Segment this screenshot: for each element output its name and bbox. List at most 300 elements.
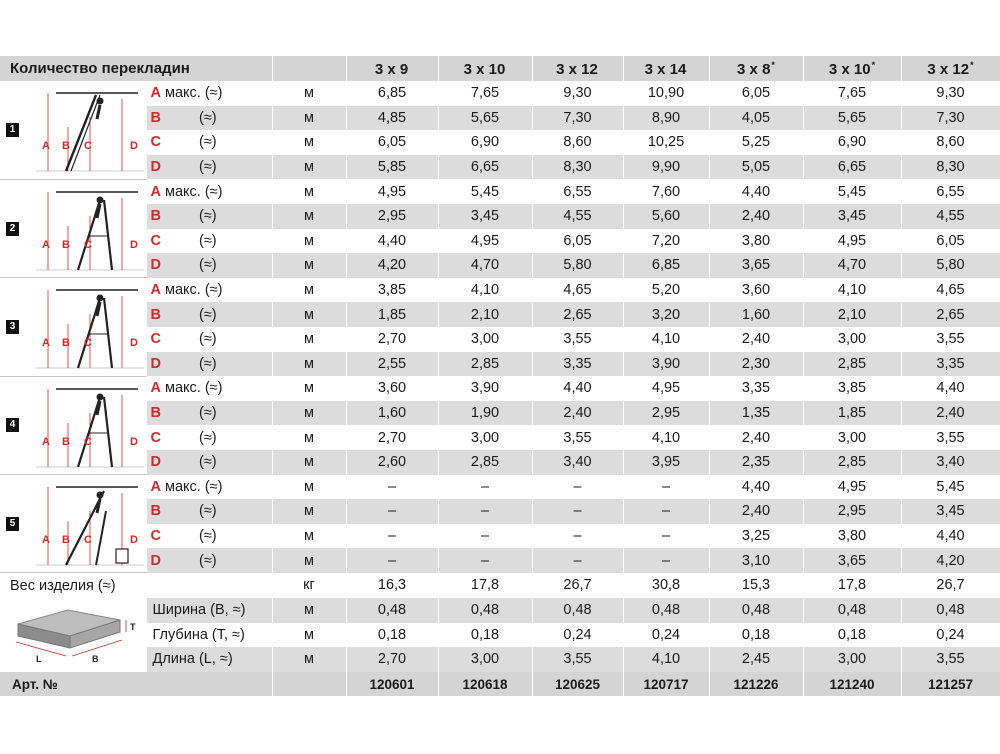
value-cell: 4,20	[901, 548, 1000, 573]
value-cell: 16,3	[346, 573, 438, 598]
config-1-row-b	[0, 106, 1000, 131]
value-cell: –	[532, 524, 623, 549]
article-number: 120717	[623, 672, 709, 697]
value-cell: 4,65	[532, 278, 623, 303]
config-3-row-c	[0, 327, 1000, 352]
value-cell: 6,90	[803, 130, 901, 155]
value-cell: 4,70	[438, 253, 532, 278]
value-cell: 8,60	[532, 130, 623, 155]
dimension-letter: A	[150, 380, 161, 397]
config-figure	[0, 475, 146, 573]
article-number: 121240	[803, 672, 901, 697]
config-3-row-b	[0, 302, 1000, 327]
unit-cell: м	[272, 278, 346, 303]
ladder-rail	[71, 95, 100, 171]
value-cell: 3,00	[803, 647, 901, 672]
row-label	[146, 352, 272, 377]
value-cell: 2,40	[532, 401, 623, 426]
unit-cell: м	[272, 204, 346, 229]
value-cell: 3,80	[803, 524, 901, 549]
unit-cell: м	[272, 106, 346, 131]
value-cell: 17,8	[803, 573, 901, 598]
unit-cell: м	[272, 647, 346, 672]
value-cell: 4,10	[623, 425, 709, 450]
value-cell: –	[346, 499, 438, 524]
ladder-diagram	[26, 481, 146, 569]
dimension-letter: C	[150, 232, 161, 249]
row-suffix: макс. (≈)	[164, 282, 223, 299]
value-cell: 6,05	[532, 229, 623, 254]
length-letter: L	[36, 653, 42, 664]
value-cell: 5,65	[438, 106, 532, 131]
value-cell: 3,25	[709, 524, 803, 549]
value-cell: –	[438, 499, 532, 524]
value-cell: 0,18	[346, 623, 438, 648]
value-cell: 5,20	[623, 278, 709, 303]
value-cell: 3,45	[901, 499, 1000, 524]
config-4-row-d	[0, 450, 1000, 475]
value-cell: –	[438, 548, 532, 573]
dimension-letter: D	[150, 454, 161, 471]
dimension-letter: B	[150, 306, 161, 323]
unit-cell: кг	[272, 573, 346, 598]
value-cell: 0,18	[803, 623, 901, 648]
row-suffix: (≈)	[198, 134, 217, 151]
value-cell: 6,05	[901, 229, 1000, 254]
dimension-letter: B	[150, 405, 161, 422]
config-figure	[0, 278, 146, 376]
dimension-letter: C	[150, 527, 161, 544]
row-suffix: макс. (≈)	[164, 478, 223, 495]
value-cell: 7,65	[803, 81, 901, 106]
value-cell: 0,24	[623, 623, 709, 648]
dimension-letter: D	[150, 552, 161, 569]
row-label	[146, 548, 272, 573]
unit-cell: м	[272, 376, 346, 401]
ladder-rail	[78, 200, 100, 270]
dimension-label-c: C	[84, 140, 92, 152]
row-suffix: (≈)	[198, 552, 217, 569]
value-cell: 2,65	[901, 302, 1000, 327]
person-head	[97, 393, 104, 400]
value-cell: 0,48	[901, 598, 1000, 623]
value-cell: 5,25	[709, 130, 803, 155]
value-cell: 4,40	[709, 475, 803, 500]
depth-letter: T	[130, 621, 136, 632]
package-box-diagram	[8, 602, 144, 666]
row-label	[146, 302, 272, 327]
value-cell: 8,60	[901, 130, 1000, 155]
value-cell: 3,90	[623, 352, 709, 377]
value-cell: 2,60	[346, 450, 438, 475]
config-2-row-a	[0, 179, 1000, 204]
value-cell: 0,48	[532, 598, 623, 623]
dimension-label-d: D	[130, 337, 138, 350]
row-suffix: (≈)	[198, 331, 217, 348]
unit-cell: м	[272, 302, 346, 327]
dimension-label-d: D	[130, 435, 138, 448]
value-cell: 3,20	[623, 302, 709, 327]
row-suffix: (≈)	[198, 232, 217, 249]
value-cell: 4,55	[901, 204, 1000, 229]
article-number: 120618	[438, 672, 532, 697]
value-cell: 2,10	[438, 302, 532, 327]
person-body	[97, 499, 100, 513]
dimension-label-b: B	[62, 238, 70, 251]
value-cell: 10,90	[623, 81, 709, 106]
value-cell: 0,48	[438, 598, 532, 623]
value-cell: 0,48	[803, 598, 901, 623]
value-cell: –	[623, 524, 709, 549]
value-cell: 5,45	[803, 179, 901, 204]
value-cell: 3,65	[803, 548, 901, 573]
config-4-row-c	[0, 425, 1000, 450]
unit-cell: м	[272, 229, 346, 254]
row-suffix: (≈)	[198, 527, 217, 544]
value-cell: 4,65	[901, 278, 1000, 303]
ladder-rail	[104, 298, 112, 368]
article-number: 121226	[709, 672, 803, 697]
value-cell: 4,95	[623, 376, 709, 401]
value-cell: –	[438, 475, 532, 500]
row-label	[146, 376, 272, 401]
value-cell: 7,65	[438, 81, 532, 106]
value-cell: 2,85	[803, 352, 901, 377]
value-cell: 3,35	[709, 376, 803, 401]
value-cell: 3,00	[438, 647, 532, 672]
dimension-letter: A	[150, 85, 161, 102]
header-row	[0, 56, 1000, 81]
value-cell: 1,85	[803, 401, 901, 426]
value-cell: 6,65	[803, 155, 901, 180]
unit-cell: м	[272, 130, 346, 155]
support-box	[116, 549, 128, 563]
value-cell: 6,55	[901, 179, 1000, 204]
dimension-letter: B	[150, 109, 161, 126]
value-cell: –	[623, 548, 709, 573]
config-1-row-a	[0, 81, 1000, 106]
col-header: 3 x 9	[346, 56, 438, 81]
row-label	[146, 229, 272, 254]
person-head	[97, 295, 104, 302]
row-label	[146, 499, 272, 524]
unit-cell: м	[272, 598, 346, 623]
value-cell: 2,70	[346, 327, 438, 352]
config-figure	[0, 81, 146, 179]
value-cell: 10,25	[623, 130, 709, 155]
dimension-label-c: C	[84, 238, 92, 251]
value-cell: 2,30	[709, 352, 803, 377]
row-label	[146, 278, 272, 303]
unit-cell: м	[272, 499, 346, 524]
dimension-label-b: B	[62, 534, 70, 546]
value-cell: 0,48	[709, 598, 803, 623]
row-label	[146, 253, 272, 278]
config-number-badge: 5	[6, 517, 19, 531]
ladder-rail	[78, 397, 100, 467]
value-cell: –	[346, 524, 438, 549]
unit-cell: м	[272, 450, 346, 475]
value-cell: 2,55	[346, 352, 438, 377]
value-cell: 2,45	[709, 647, 803, 672]
ladder-rail	[104, 397, 112, 467]
value-cell: 15,3	[709, 573, 803, 598]
ladder-diagram	[26, 383, 146, 471]
config-2-row-b	[0, 204, 1000, 229]
value-cell: 2,40	[709, 425, 803, 450]
value-cell: –	[623, 499, 709, 524]
dimension-label-a: A	[42, 140, 50, 152]
value-cell: 4,70	[803, 253, 901, 278]
value-cell: 4,20	[346, 253, 438, 278]
row-suffix: (≈)	[198, 405, 217, 422]
value-cell: 3,55	[901, 647, 1000, 672]
config-number-badge: 3	[6, 320, 19, 334]
value-cell: 3,10	[709, 548, 803, 573]
value-cell: 3,55	[901, 425, 1000, 450]
config-figure	[0, 376, 146, 474]
ladder-diagram	[26, 87, 146, 175]
value-cell: 2,95	[346, 204, 438, 229]
dimension-label: Глубина (T, ≈)	[146, 623, 272, 648]
value-cell: 2,70	[346, 425, 438, 450]
unit-cell: м	[272, 155, 346, 180]
unit-cell: м	[272, 81, 346, 106]
col-header: 3 x 12	[532, 56, 623, 81]
dimension-letter: C	[150, 429, 161, 446]
row-suffix: макс. (≈)	[164, 85, 223, 102]
value-cell: 4,40	[901, 524, 1000, 549]
row-suffix: (≈)	[198, 257, 217, 274]
unit-cell: м	[272, 623, 346, 648]
value-cell: 4,40	[901, 376, 1000, 401]
value-cell: 4,10	[438, 278, 532, 303]
value-cell: 2,40	[709, 204, 803, 229]
unit-cell: м	[272, 524, 346, 549]
value-cell: 3,40	[901, 450, 1000, 475]
value-cell: 6,90	[438, 130, 532, 155]
row-suffix: (≈)	[198, 454, 217, 471]
value-cell: 17,8	[438, 573, 532, 598]
value-cell: 0,48	[346, 598, 438, 623]
ladder-rail	[66, 95, 96, 171]
value-cell: 3,80	[709, 229, 803, 254]
person-head	[97, 196, 104, 203]
value-cell: 4,95	[803, 475, 901, 500]
config-5-row-b	[0, 499, 1000, 524]
row-label	[146, 401, 272, 426]
ladder-rail	[78, 298, 100, 368]
value-cell: 9,90	[623, 155, 709, 180]
value-cell: 2,85	[803, 450, 901, 475]
col-header: 3 x 10*	[803, 56, 901, 81]
value-cell: 5,60	[623, 204, 709, 229]
row-suffix: (≈)	[198, 208, 217, 225]
value-cell: 3,90	[438, 376, 532, 401]
ladder-diagram	[26, 186, 146, 274]
value-cell: 6,85	[346, 81, 438, 106]
row-label	[146, 327, 272, 352]
unit-cell: м	[272, 401, 346, 426]
value-cell: 5,85	[346, 155, 438, 180]
value-cell: –	[346, 548, 438, 573]
value-cell: 3,00	[438, 425, 532, 450]
row-label	[146, 106, 272, 131]
value-cell: 4,10	[623, 647, 709, 672]
spec-table	[0, 56, 1000, 696]
value-cell: 2,10	[803, 302, 901, 327]
value-cell: –	[532, 548, 623, 573]
dimension-letter: D	[150, 159, 161, 176]
article-row	[0, 672, 1000, 697]
value-cell: 0,48	[623, 598, 709, 623]
value-cell: 2,35	[709, 450, 803, 475]
col-header: 3 x 8*	[709, 56, 803, 81]
value-cell: 7,30	[532, 106, 623, 131]
value-cell: 3,00	[803, 425, 901, 450]
dimension-label-a: A	[42, 534, 50, 546]
ladder-diagram	[26, 284, 146, 372]
unit-cell: м	[272, 475, 346, 500]
dimension-letter: C	[150, 331, 161, 348]
article-number: 120625	[532, 672, 623, 697]
value-cell: 6,05	[709, 81, 803, 106]
value-cell: 0,18	[709, 623, 803, 648]
row-label	[146, 204, 272, 229]
weight-row	[0, 573, 1000, 598]
value-cell: 6,65	[438, 155, 532, 180]
value-cell: 3,60	[709, 278, 803, 303]
value-cell: 5,45	[901, 475, 1000, 500]
value-cell: 0,24	[901, 623, 1000, 648]
value-cell: 4,10	[623, 327, 709, 352]
dimension-label-b: B	[62, 140, 70, 152]
value-cell: –	[438, 524, 532, 549]
value-cell: 3,85	[803, 376, 901, 401]
dimension-letter: B	[150, 503, 161, 520]
value-cell: 2,65	[532, 302, 623, 327]
value-cell: 1,90	[438, 401, 532, 426]
person-head	[97, 492, 104, 499]
ladder-rail	[96, 511, 106, 565]
value-cell: –	[346, 475, 438, 500]
row-label	[146, 475, 272, 500]
value-cell: 3,85	[346, 278, 438, 303]
value-cell: 5,65	[803, 106, 901, 131]
value-cell: 2,40	[709, 499, 803, 524]
article-number: 120601	[346, 672, 438, 697]
config-figure	[0, 179, 146, 277]
dimension-row	[0, 598, 1000, 623]
dimension-row	[0, 623, 1000, 648]
value-cell: 5,80	[901, 253, 1000, 278]
row-suffix: (≈)	[198, 306, 217, 323]
col-header: 3 x 14	[623, 56, 709, 81]
config-4-row-b	[0, 401, 1000, 426]
value-cell: 3,95	[623, 450, 709, 475]
unit-cell: м	[272, 425, 346, 450]
value-cell: 5,80	[532, 253, 623, 278]
config-1-row-d	[0, 155, 1000, 180]
unit-cell: м	[272, 327, 346, 352]
dimension-row	[0, 647, 1000, 672]
row-label	[146, 524, 272, 549]
row-label	[146, 179, 272, 204]
value-cell: 8,90	[623, 106, 709, 131]
value-cell: 4,95	[803, 229, 901, 254]
config-5-row-d	[0, 548, 1000, 573]
value-cell: –	[532, 475, 623, 500]
row-label	[146, 130, 272, 155]
value-cell: 6,85	[623, 253, 709, 278]
dimension-label-c: C	[84, 534, 92, 546]
config-3-row-d	[0, 352, 1000, 377]
value-cell: 4,40	[346, 229, 438, 254]
unit-cell: м	[272, 179, 346, 204]
dimension-label: Ширина (B, ≈)	[146, 598, 272, 623]
config-number-badge: 4	[6, 418, 19, 432]
value-cell: 3,60	[346, 376, 438, 401]
value-cell: 7,20	[623, 229, 709, 254]
config-2-row-d	[0, 253, 1000, 278]
dimension-label-a: A	[42, 238, 50, 251]
value-cell: 3,35	[532, 352, 623, 377]
value-cell: 4,40	[709, 179, 803, 204]
value-cell: 3,55	[532, 327, 623, 352]
weight-label: Вес изделия (≈)	[0, 573, 272, 598]
value-cell: 4,95	[346, 179, 438, 204]
value-cell: 8,30	[901, 155, 1000, 180]
row-suffix: (≈)	[198, 109, 217, 126]
dimension-letter: A	[150, 478, 161, 495]
value-cell: –	[532, 499, 623, 524]
value-cell: 2,40	[901, 401, 1000, 426]
value-cell: 7,60	[623, 179, 709, 204]
value-cell: 3,55	[901, 327, 1000, 352]
dimension-label-c: C	[84, 435, 92, 448]
unit-cell	[272, 672, 346, 697]
unit-header	[272, 56, 346, 81]
row-label	[146, 81, 272, 106]
unit-cell: м	[272, 548, 346, 573]
row-suffix: (≈)	[198, 159, 217, 176]
value-cell: 2,40	[709, 327, 803, 352]
value-cell: 3,55	[532, 425, 623, 450]
width-letter: B	[92, 653, 99, 664]
config-5-row-c	[0, 524, 1000, 549]
value-cell: 9,30	[901, 81, 1000, 106]
dimension-label-a: A	[42, 435, 50, 448]
value-cell: 1,35	[709, 401, 803, 426]
row-suffix: макс. (≈)	[164, 380, 223, 397]
article-number: 121257	[901, 672, 1000, 697]
dimension-letter: A	[150, 183, 161, 200]
dimension-label: Длина (L, ≈)	[146, 647, 272, 672]
row-suffix: макс. (≈)	[164, 183, 223, 200]
dimension-label-b: B	[62, 337, 70, 350]
config-2-row-c	[0, 229, 1000, 254]
dimension-letter: A	[150, 282, 161, 299]
value-cell: 9,30	[532, 81, 623, 106]
value-cell: –	[623, 475, 709, 500]
config-number-badge: 1	[6, 123, 19, 137]
value-cell: 26,7	[901, 573, 1000, 598]
value-cell: 1,60	[346, 401, 438, 426]
config-number-badge: 2	[6, 222, 19, 236]
value-cell: 3,35	[901, 352, 1000, 377]
value-cell: 4,55	[532, 204, 623, 229]
unit-cell: м	[272, 253, 346, 278]
